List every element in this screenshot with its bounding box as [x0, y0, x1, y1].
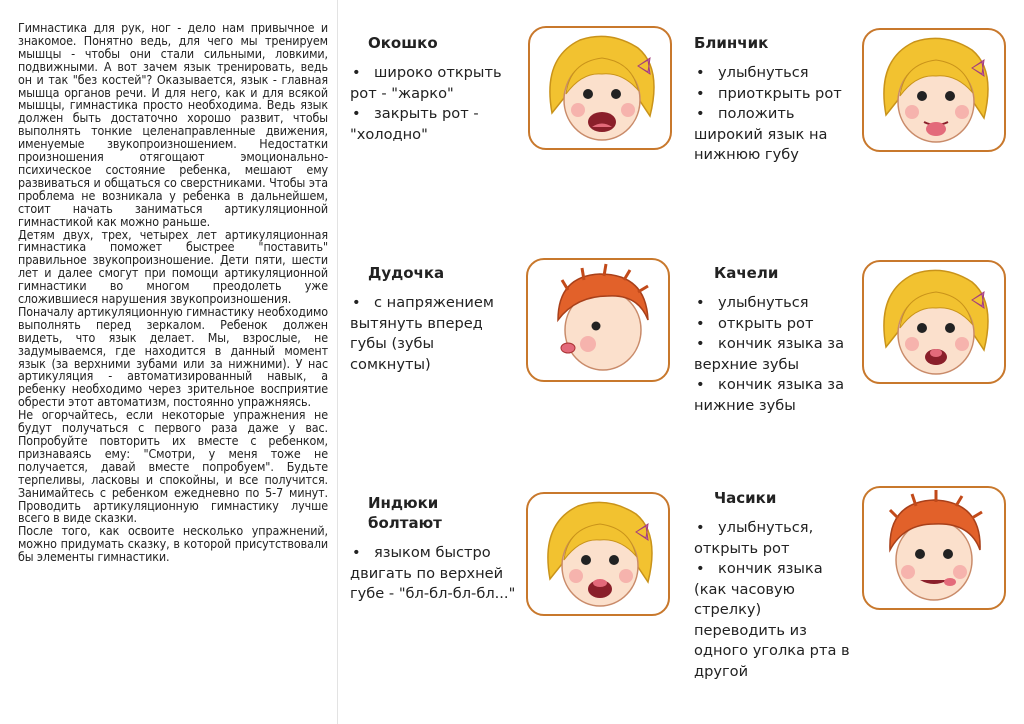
exercise-step: • кончик языка за нижние зубы — [694, 376, 845, 414]
intro-paragraph: Гимнастика для рук, ног - дело нам привычное и знакомое. Понятно ведь, для чего мы тренируем мышцы - чтобы они стали сильными, ловкими, подвижными. А вот зачем язык тренировать, ведь он и так "без костей"? Оказывается, язык - главная мышца органов речи. И для него, как и для всякой мышцы, гимнастика просто необходима. Ведь язык должен быть достаточно хорошо развит, чтобы выполнять тонкие целенаправленные движения, именуемые звукопроизношением. Недостатки произношения отягощают эмоционально-психическое состояние ребенка, мешают ему развиваться и общаться со сверстниками. Чтобы эта проблема не возникала у ребенка в дальнейшем, стоит начать заниматься артикуляционной гимнастикой как можно раньше. — [18, 20, 328, 229]
exercise-step: • языком быстро двигать по верхней губе - "бл-бл-бл-бл..." — [350, 544, 516, 602]
exercise-step: • закрыть рот - "холодно" — [350, 105, 479, 143]
bullet-icon: • — [696, 84, 705, 102]
exercise-step: • приоткрыть рот — [694, 84, 854, 105]
exercise-step: • открыть рот — [694, 314, 854, 335]
bullet-icon: • — [696, 376, 705, 393]
bullet-icon: • — [352, 105, 361, 122]
bullet-icon: • — [352, 294, 361, 311]
exercise-steps — [694, 63, 854, 166]
intro-paragraph: После того, как освоите несколько упражнений, можно придумать сказку, в которой присутствовали бы элементы гимнастики. — [18, 523, 328, 565]
girl-blonde-tongue-out-icon — [862, 28, 1006, 152]
girl-blonde-tongue-up-icon — [862, 260, 1006, 384]
intro-text — [18, 22, 328, 564]
exercise-okoshko — [350, 33, 518, 145]
exercise-step: • кончик языка (как часовую стрелку) переводить из одного уголка рта в другой — [694, 560, 850, 680]
bullet-icon: • — [696, 519, 705, 536]
exercise-step: • широко открыть рот - "жарко" — [350, 64, 502, 102]
exercise-title: Качели — [714, 264, 779, 282]
bullet-icon: • — [696, 314, 705, 332]
bullet-icon: • — [696, 335, 705, 352]
bullet-icon: • — [696, 105, 705, 122]
exercise-step: • с напряжением вытянуть вперед губы (зубы сомкнуты) — [350, 294, 494, 373]
exercise-title: Часики — [714, 489, 777, 507]
boy-red-hair-lips-icon — [526, 258, 670, 382]
exercise-steps — [694, 518, 854, 682]
bullet-icon: • — [696, 294, 705, 311]
bullet-icon: • — [696, 64, 705, 81]
exercise-steps — [350, 293, 518, 375]
exercise-title: Индюки болтают — [368, 494, 442, 532]
bullet-icon: • — [352, 64, 361, 81]
exercise-title: Дудочка — [368, 264, 445, 282]
intro-paragraph: Детям двух, трех, четырех лет артикуляционная гимнастика поможет быстрее "поставить" правильное звукопроизношение. Дети пяти, шести лет и далее смогут при помощи артикуляционной гимнастики во многом преодолеть уже сложившиеся нарушения звукопроизношения. — [18, 226, 328, 307]
intro-paragraph: Поначалу артикуляционную гимнастику необходимо выполнять перед зеркалом. Ребенок должен видеть, что язык делает. Мы, взрослые, не задумываемся, где находится в данный момент язык (за верхними зубами или за нижними). У нас артикуляция - автоматизированный навык, а ребенку необходимо через зрительное восприятие обрести этот автоматизм, постоянно упражняясь. — [18, 303, 328, 410]
girl-blonde-tongue-lip-icon — [526, 492, 670, 616]
exercise-steps — [350, 543, 518, 605]
boy-red-hair-tongue-side-icon — [862, 486, 1006, 610]
exercise-step: • кончик языка за верхние зубы — [694, 335, 845, 373]
exercise-blinchik — [694, 33, 854, 166]
bullet-icon: • — [352, 544, 361, 561]
bullet-icon: • — [696, 560, 705, 577]
exercise-title: Блинчик — [694, 34, 769, 52]
exercise-kacheli — [694, 263, 854, 416]
column-divider — [337, 0, 338, 724]
exercise-step: • улыбнуться — [694, 293, 854, 314]
intro-paragraph: Не огорчайтесь, если некоторые упражнения не будут получаться с первого раза даже у вас. Попробуйте повторить их вместе с ребенком, признаваясь ему: "Смотри, у меня тоже не получается, давай вместе попробуем". Будьте терпеливы, ласковы и спокойны, и все получится. Занимайтесь с ребенком ежедневно по 5-7 минут. Проводить артикуляционную гимнастику лучше всего в виде сказки. — [18, 407, 328, 526]
exercise-indyuki — [350, 493, 518, 605]
exercise-chasiki — [694, 488, 854, 682]
exercise-step: • улыбнуться, открыть рот — [694, 519, 814, 557]
exercise-step: • положить широкий язык на нижнюю губу — [694, 105, 828, 163]
exercise-title: Окошко — [368, 34, 438, 52]
exercise-step: • улыбнуться — [694, 63, 854, 84]
exercise-dudochka — [350, 263, 518, 375]
girl-blonde-mouth-open-icon — [528, 26, 672, 150]
exercise-steps — [350, 63, 518, 145]
exercise-steps — [694, 293, 854, 416]
